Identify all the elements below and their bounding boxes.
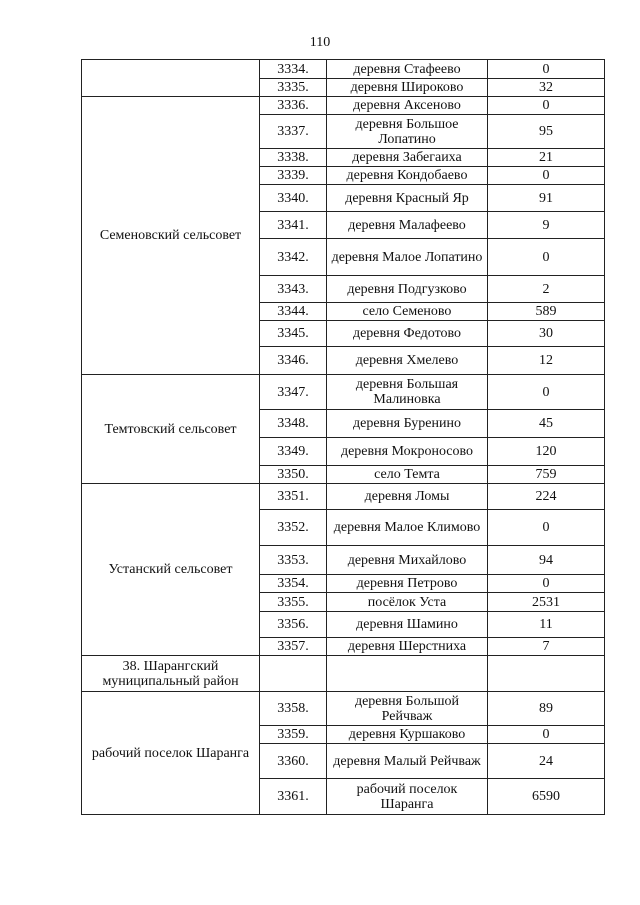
group-name-cell: Темтовский сельсовет [82,375,260,484]
settlement-name-cell: деревня Большая Малиновка [327,375,488,410]
row-number-cell: 3361. [260,779,327,815]
group-name-cell: Устанский сельсовет [82,484,260,656]
row-number-cell: 3345. [260,321,327,347]
population-cell: 0 [488,375,605,410]
settlement-name-cell: деревня Красный Яр [327,185,488,212]
population-cell: 0 [488,60,605,79]
row-number-cell: 3357. [260,638,327,656]
row-number-cell: 3344. [260,303,327,321]
population-cell: 89 [488,692,605,726]
population-cell: 30 [488,321,605,347]
population-cell: 94 [488,546,605,575]
settlement-name-cell: деревня Стафеево [327,60,488,79]
population-cell: 91 [488,185,605,212]
row-number-cell: 3359. [260,726,327,744]
row-number-cell: 3347. [260,375,327,410]
settlement-name-cell: посёлок Уста [327,593,488,612]
row-number-cell: 3349. [260,438,327,466]
table-row [82,97,605,115]
population-cell: 2531 [488,593,605,612]
table-row [82,692,605,726]
settlement-name-cell: деревня Кондобаево [327,167,488,185]
settlement-name-cell: деревня Забегаиха [327,149,488,167]
row-number-cell: 3358. [260,692,327,726]
population-cell: 32 [488,79,605,97]
settlement-name-cell: рабочий поселок Шаранга [327,779,488,815]
population-cell: 21 [488,149,605,167]
table-row [82,60,605,79]
row-number-cell: 3336. [260,97,327,115]
population-cell: 6590 [488,779,605,815]
population-cell: 0 [488,167,605,185]
row-number-cell: 3350. [260,466,327,484]
settlement-name-cell [327,656,488,692]
row-number-cell: 3340. [260,185,327,212]
settlement-name-cell: деревня Большое Лопатино [327,115,488,149]
row-number-cell: 3342. [260,239,327,276]
population-cell: 9 [488,212,605,239]
settlement-name-cell: деревня Широково [327,79,488,97]
settlements-table [81,59,605,815]
population-cell: 0 [488,510,605,546]
table-row [82,375,605,410]
population-cell: 0 [488,575,605,593]
settlement-name-cell: деревня Подгузково [327,276,488,303]
settlements-table-body [82,60,605,815]
row-number-cell: 3355. [260,593,327,612]
settlement-name-cell: деревня Петрово [327,575,488,593]
population-cell: 0 [488,239,605,276]
population-cell: 0 [488,726,605,744]
row-number-cell: 3343. [260,276,327,303]
settlement-name-cell: деревня Хмелево [327,347,488,375]
population-cell: 120 [488,438,605,466]
row-number-cell: 3353. [260,546,327,575]
group-name-cell: рабочий поселок Шаранга [82,692,260,815]
population-cell: 12 [488,347,605,375]
row-number-cell: 3360. [260,744,327,779]
population-cell [488,656,605,692]
settlement-name-cell: деревня Мокроносово [327,438,488,466]
settlement-name-cell: деревня Малое Лопатино [327,239,488,276]
settlement-name-cell: деревня Большой Рейчваж [327,692,488,726]
settlement-name-cell: деревня Малый Рейчваж [327,744,488,779]
row-number-cell [260,656,327,692]
page-number: 110 [309,35,331,50]
population-cell: 95 [488,115,605,149]
settlement-name-cell: деревня Малафеево [327,212,488,239]
row-number-cell: 3335. [260,79,327,97]
row-number-cell: 3334. [260,60,327,79]
row-number-cell: 3338. [260,149,327,167]
settlement-name-cell: деревня Федотово [327,321,488,347]
group-name-cell: 38. Шарангский муниципальный район [82,656,260,692]
population-cell: 0 [488,97,605,115]
population-cell: 11 [488,612,605,638]
row-number-cell: 3348. [260,410,327,438]
settlement-name-cell: село Темта [327,466,488,484]
settlement-name-cell: село Семеново [327,303,488,321]
row-number-cell: 3341. [260,212,327,239]
settlement-name-cell: деревня Малое Климово [327,510,488,546]
settlement-name-cell: деревня Шамино [327,612,488,638]
row-number-cell: 3354. [260,575,327,593]
settlement-name-cell: деревня Ломы [327,484,488,510]
settlement-name-cell: деревня Буренино [327,410,488,438]
row-number-cell: 3339. [260,167,327,185]
row-number-cell: 3352. [260,510,327,546]
settlement-name-cell: деревня Шерстниха [327,638,488,656]
row-number-cell: 3346. [260,347,327,375]
population-cell: 45 [488,410,605,438]
population-cell: 589 [488,303,605,321]
table-row [82,484,605,510]
population-cell: 7 [488,638,605,656]
population-cell: 224 [488,484,605,510]
table-row [82,656,605,692]
population-cell: 759 [488,466,605,484]
settlement-name-cell: деревня Аксеново [327,97,488,115]
settlement-name-cell: деревня Михайлово [327,546,488,575]
population-cell: 24 [488,744,605,779]
settlement-name-cell: деревня Куршаково [327,726,488,744]
group-name-cell: Семеновский сельсовет [82,97,260,375]
row-number-cell: 3351. [260,484,327,510]
population-cell: 2 [488,276,605,303]
group-name-cell [82,60,260,97]
row-number-cell: 3337. [260,115,327,149]
row-number-cell: 3356. [260,612,327,638]
